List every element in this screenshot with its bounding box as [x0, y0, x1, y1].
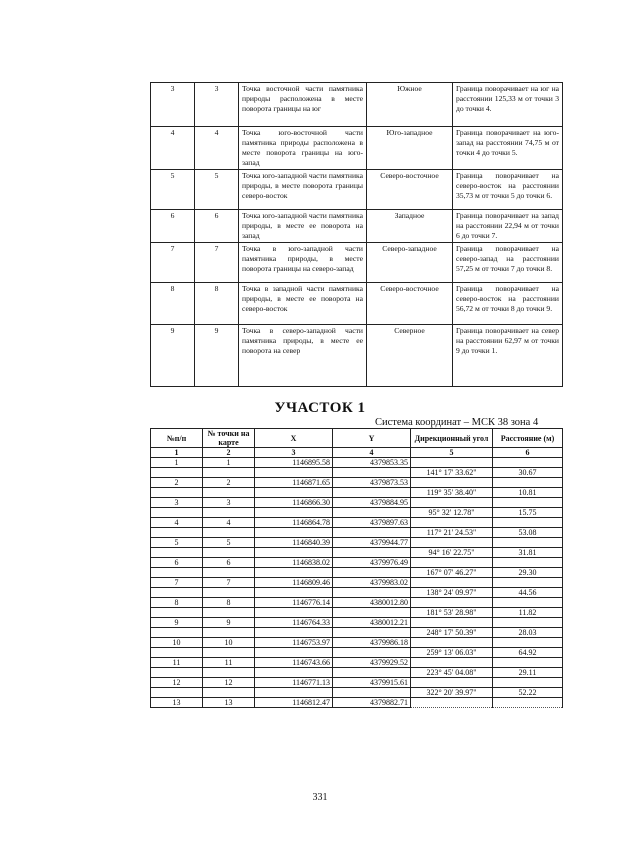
empty-cell	[493, 658, 563, 668]
coordinate-point-row	[151, 558, 563, 568]
empty-cell	[333, 548, 411, 558]
boundary-description-table	[150, 82, 563, 387]
map-point-number-cell: 12	[203, 678, 255, 688]
empty-cell	[333, 648, 411, 658]
direction-angle-cell: 322° 20' 39.97"	[411, 688, 493, 698]
point-description-cell: Точка юго-западной части памятника природы, в месте ее поворота на запад	[239, 210, 367, 243]
y-coordinate-cell: 4379915.61	[333, 678, 411, 688]
map-point-number-cell: 4	[203, 518, 255, 528]
point-number-cell: 2	[151, 478, 203, 488]
empty-cell	[411, 598, 493, 608]
segment-row	[151, 528, 563, 538]
distance-cell: 15.75	[493, 508, 563, 518]
segment-row	[151, 508, 563, 518]
direction-angle-cell: 117° 21' 24.53"	[411, 528, 493, 538]
segment-row	[151, 608, 563, 618]
segment-row	[151, 688, 563, 698]
header-cell: Y	[333, 429, 411, 448]
point-number-cell: 9	[151, 618, 203, 628]
point-number-cell: 9	[151, 325, 195, 387]
empty-cell	[255, 668, 333, 678]
map-point-number-cell: 10	[203, 638, 255, 648]
y-coordinate-cell: 4379944.77	[333, 538, 411, 548]
empty-cell	[255, 468, 333, 478]
empty-cell	[493, 498, 563, 508]
segment-row	[151, 588, 563, 598]
x-coordinate-cell: 1146753.97	[255, 638, 333, 648]
empty-cell	[411, 638, 493, 648]
x-coordinate-cell: 1146895.58	[255, 458, 333, 468]
header-cell: № точки на карте	[203, 429, 255, 448]
header-cell: X	[255, 429, 333, 448]
empty-cell	[493, 538, 563, 548]
segment-row	[151, 468, 563, 478]
empty-cell	[493, 578, 563, 588]
distance-cell: 53.08	[493, 528, 563, 538]
column-number-cell: 3	[255, 448, 333, 458]
coordinate-point-row	[151, 458, 563, 468]
empty-cell	[203, 668, 255, 678]
direction-angle-cell: 138° 24' 09.97"	[411, 588, 493, 598]
boundary-note-cell: Граница поворачивает на северо-восток на расстоянии 35,73 м от точки 5 до точки 6.	[453, 170, 563, 210]
empty-cell	[493, 638, 563, 648]
y-coordinate-cell: 4379884.95	[333, 498, 411, 508]
empty-cell	[203, 608, 255, 618]
empty-cell	[411, 678, 493, 688]
empty-cell	[493, 598, 563, 608]
boundary-row	[151, 170, 563, 210]
x-coordinate-cell: 1146776.14	[255, 598, 333, 608]
boundary-row	[151, 243, 563, 283]
distance-cell: 29.11	[493, 668, 563, 678]
distance-cell: 64.92	[493, 648, 563, 658]
empty-cell	[255, 648, 333, 658]
empty-cell	[151, 568, 203, 578]
y-coordinate-cell: 4379873.53	[333, 478, 411, 488]
empty-cell	[203, 628, 255, 638]
empty-cell	[333, 628, 411, 638]
point-number-cell: 4	[151, 127, 195, 170]
map-point-number-cell: 3	[195, 83, 239, 127]
empty-cell	[255, 548, 333, 558]
boundary-row	[151, 127, 563, 170]
distance-cell: 44.56	[493, 588, 563, 598]
column-number-cell: 1	[151, 448, 203, 458]
boundary-table-body	[151, 83, 563, 387]
y-coordinate-cell: 4380012.80	[333, 598, 411, 608]
empty-cell	[151, 668, 203, 678]
empty-cell	[411, 618, 493, 628]
map-point-number-cell: 8	[195, 283, 239, 325]
direction-angle-cell: 223° 45' 04.08"	[411, 668, 493, 678]
point-number-cell: 5	[151, 170, 195, 210]
map-point-number-cell: 3	[203, 498, 255, 508]
segment-row	[151, 668, 563, 678]
y-coordinate-cell: 4379976.49	[333, 558, 411, 568]
empty-cell	[255, 508, 333, 518]
empty-cell	[151, 528, 203, 538]
coordinate-point-row	[151, 518, 563, 528]
empty-cell	[255, 688, 333, 698]
direction-cell: Северо-западное	[367, 243, 453, 283]
header-cell: Расстояние (м)	[493, 429, 563, 448]
segment-row	[151, 548, 563, 558]
page-number: 331	[312, 792, 328, 803]
distance-cell: 28.03	[493, 628, 563, 638]
map-point-number-cell: 7	[195, 243, 239, 283]
empty-cell	[203, 568, 255, 578]
distance-cell: 10.81	[493, 488, 563, 498]
coordinate-system-label: Система координат – МСК 38 зона 4	[375, 417, 539, 428]
empty-cell	[411, 478, 493, 488]
coordinate-point-row	[151, 618, 563, 628]
x-coordinate-cell: 1146840.39	[255, 538, 333, 548]
x-coordinate-cell: 1146812.47	[255, 698, 333, 708]
point-number-cell: 8	[151, 598, 203, 608]
y-coordinate-cell: 4379929.52	[333, 658, 411, 668]
empty-cell	[203, 508, 255, 518]
coordinate-table	[150, 428, 563, 708]
column-number-cell: 5	[411, 448, 493, 458]
empty-cell	[151, 608, 203, 618]
coordinate-table-body	[151, 429, 563, 708]
coordinate-point-row	[151, 638, 563, 648]
segment-row	[151, 648, 563, 658]
distance-cell: 11.82	[493, 608, 563, 618]
empty-cell	[255, 568, 333, 578]
map-point-number-cell: 5	[195, 170, 239, 210]
empty-cell	[411, 578, 493, 588]
section-title: УЧАСТОК 1	[274, 400, 366, 416]
point-description-cell: Точка в западной части памятника природы, в месте ее поворота на северо-восток	[239, 283, 367, 325]
empty-cell	[493, 478, 563, 488]
empty-cell	[493, 678, 563, 688]
point-description-cell: Точка юго-восточной части памятника природы расположена в месте поворота границы на юго-запад	[239, 127, 367, 170]
empty-cell	[203, 648, 255, 658]
empty-cell	[151, 628, 203, 638]
point-number-cell: 6	[151, 558, 203, 568]
empty-cell	[151, 468, 203, 478]
map-point-number-cell: 8	[203, 598, 255, 608]
empty-cell	[411, 698, 493, 708]
empty-cell	[203, 488, 255, 498]
direction-angle-cell: 259° 13' 06.03"	[411, 648, 493, 658]
boundary-row	[151, 210, 563, 243]
direction-cell: Северо-восточное	[367, 170, 453, 210]
direction-angle-cell: 94° 16' 22.75"	[411, 548, 493, 558]
direction-angle-cell: 119° 35' 38.40"	[411, 488, 493, 498]
empty-cell	[333, 608, 411, 618]
x-coordinate-cell: 1146743.66	[255, 658, 333, 668]
map-point-number-cell: 5	[203, 538, 255, 548]
point-number-cell: 3	[151, 83, 195, 127]
empty-cell	[151, 648, 203, 658]
empty-cell	[151, 688, 203, 698]
empty-cell	[411, 518, 493, 528]
y-coordinate-cell: 4379853.35	[333, 458, 411, 468]
empty-cell	[151, 548, 203, 558]
empty-cell	[493, 698, 563, 708]
y-coordinate-cell: 4379986.18	[333, 638, 411, 648]
point-description-cell: Точка в юго-западной части памятника природы, в месте поворота границы на северо-запад	[239, 243, 367, 283]
point-number-cell: 1	[151, 458, 203, 468]
point-number-cell: 3	[151, 498, 203, 508]
header-cell: Дирекционный угол	[411, 429, 493, 448]
coordinate-point-row	[151, 538, 563, 548]
map-point-number-cell: 6	[195, 210, 239, 243]
point-number-cell: 8	[151, 283, 195, 325]
direction-cell: Западное	[367, 210, 453, 243]
header-cell: №п/п	[151, 429, 203, 448]
empty-cell	[411, 458, 493, 468]
empty-cell	[333, 528, 411, 538]
column-number-cell: 4	[333, 448, 411, 458]
empty-cell	[493, 458, 563, 468]
direction-cell: Северное	[367, 325, 453, 387]
distance-cell: 29.30	[493, 568, 563, 578]
x-coordinate-cell: 1146838.02	[255, 558, 333, 568]
y-coordinate-cell: 4379897.63	[333, 518, 411, 528]
boundary-row	[151, 283, 563, 325]
coordinate-point-row	[151, 478, 563, 488]
point-number-cell: 6	[151, 210, 195, 243]
segment-row	[151, 628, 563, 638]
empty-cell	[203, 588, 255, 598]
direction-angle-cell: 141° 17' 33.62"	[411, 468, 493, 478]
empty-cell	[333, 488, 411, 498]
empty-cell	[493, 518, 563, 528]
coordinate-point-row	[151, 498, 563, 508]
point-description-cell: Точка в северо-западной части памятника природы, в месте ее поворота на север	[239, 325, 367, 387]
boundary-note-cell: Граница поворачивает на юг на расстоянии 125,33 м от точки 3 до точки 4.	[453, 83, 563, 127]
coordinate-point-row	[151, 598, 563, 608]
empty-cell	[255, 628, 333, 638]
y-coordinate-cell: 4380012.21	[333, 618, 411, 628]
distance-cell: 52.22	[493, 688, 563, 698]
empty-cell	[255, 588, 333, 598]
empty-cell	[333, 688, 411, 698]
empty-cell	[255, 528, 333, 538]
boundary-note-cell: Граница поворачивает на северо-восток на расстоянии 56,72 м от точки 8 до точки 9.	[453, 283, 563, 325]
coordinate-point-row	[151, 678, 563, 688]
empty-cell	[493, 618, 563, 628]
point-description-cell: Точка юго-западной части памятника природы, в месте поворота границы северо-восток	[239, 170, 367, 210]
point-number-cell: 7	[151, 243, 195, 283]
point-number-cell: 4	[151, 518, 203, 528]
map-point-number-cell: 4	[195, 127, 239, 170]
x-coordinate-cell: 1146809.46	[255, 578, 333, 588]
empty-cell	[493, 558, 563, 568]
empty-cell	[203, 528, 255, 538]
point-number-cell: 5	[151, 538, 203, 548]
column-number-row	[151, 448, 563, 458]
coordinate-table-header-row	[151, 429, 563, 448]
segment-row	[151, 568, 563, 578]
coordinate-point-row	[151, 658, 563, 668]
boundary-note-cell: Граница поворачивает на юго-запад на расстоянии 74,75 м от точки 4 до точки 5.	[453, 127, 563, 170]
direction-angle-cell: 95° 32' 12.78"	[411, 508, 493, 518]
point-number-cell: 11	[151, 658, 203, 668]
empty-cell	[203, 688, 255, 698]
empty-cell	[333, 468, 411, 478]
distance-cell: 30.67	[493, 468, 563, 478]
map-point-number-cell: 13	[203, 698, 255, 708]
direction-cell: Южное	[367, 83, 453, 127]
empty-cell	[411, 538, 493, 548]
empty-cell	[151, 488, 203, 498]
empty-cell	[203, 468, 255, 478]
point-number-cell: 10	[151, 638, 203, 648]
coordinate-point-row	[151, 698, 563, 708]
map-point-number-cell: 9	[203, 618, 255, 628]
y-coordinate-cell: 4379983.02	[333, 578, 411, 588]
empty-cell	[411, 658, 493, 668]
empty-cell	[255, 488, 333, 498]
empty-cell	[333, 568, 411, 578]
boundary-note-cell: Граница поворачивает на северо-запад на расстоянии 57,25 м от точки 7 до точки 8.	[453, 243, 563, 283]
boundary-note-cell: Граница поворачивает на север на расстоянии 62,97 м от точки 9 до точки 1.	[453, 325, 563, 387]
empty-cell	[333, 668, 411, 678]
map-point-number-cell: 11	[203, 658, 255, 668]
distance-cell: 31.81	[493, 548, 563, 558]
empty-cell	[411, 558, 493, 568]
map-point-number-cell: 7	[203, 578, 255, 588]
empty-cell	[411, 498, 493, 508]
point-number-cell: 7	[151, 578, 203, 588]
direction-angle-cell: 167° 07' 46.27"	[411, 568, 493, 578]
direction-cell: Северо-восточное	[367, 283, 453, 325]
boundary-row	[151, 83, 563, 127]
direction-angle-cell: 248° 17' 50.39"	[411, 628, 493, 638]
boundary-row	[151, 325, 563, 387]
map-point-number-cell: 2	[203, 478, 255, 488]
coordinate-point-row	[151, 578, 563, 588]
column-number-cell: 2	[203, 448, 255, 458]
y-coordinate-cell: 4379882.71	[333, 698, 411, 708]
column-number-cell: 6	[493, 448, 563, 458]
direction-angle-cell: 181° 53' 28.98"	[411, 608, 493, 618]
x-coordinate-cell: 1146764.33	[255, 618, 333, 628]
empty-cell	[151, 588, 203, 598]
x-coordinate-cell: 1146771.13	[255, 678, 333, 688]
empty-cell	[333, 508, 411, 518]
x-coordinate-cell: 1146864.78	[255, 518, 333, 528]
map-point-number-cell: 9	[195, 325, 239, 387]
point-number-cell: 13	[151, 698, 203, 708]
point-number-cell: 12	[151, 678, 203, 688]
empty-cell	[333, 588, 411, 598]
map-point-number-cell: 1	[203, 458, 255, 468]
x-coordinate-cell: 1146866.30	[255, 498, 333, 508]
segment-row	[151, 488, 563, 498]
x-coordinate-cell: 1146871.65	[255, 478, 333, 488]
empty-cell	[151, 508, 203, 518]
map-point-number-cell: 6	[203, 558, 255, 568]
empty-cell	[255, 608, 333, 618]
point-description-cell: Точка восточной части памятника природы расположена в месте поворота границы на юг	[239, 83, 367, 127]
direction-cell: Юго-западное	[367, 127, 453, 170]
empty-cell	[203, 548, 255, 558]
boundary-note-cell: Граница поворачивает на запад на расстоянии 22,94 м от точки 6 до точки 7.	[453, 210, 563, 243]
